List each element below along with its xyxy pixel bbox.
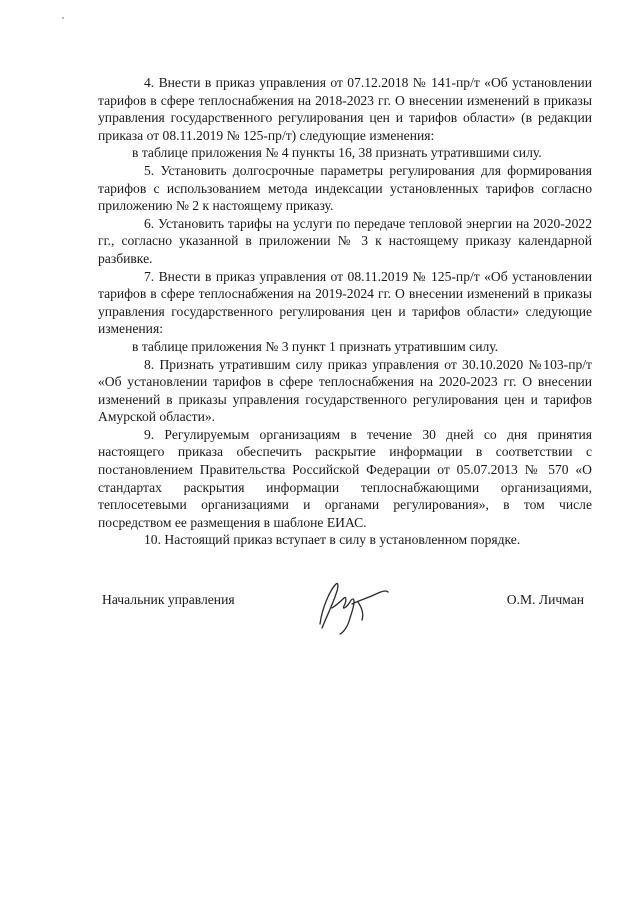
paragraph-10: 10. Настоящий приказ вступает в силу в установленном порядке. [144, 532, 521, 548]
paragraph-5: 5. Установить долгосрочные параметры регулирования для формирования тарифов с использованием метода индексации установленных тарифов согласно приложению № 2 к настоящему приказу. [98, 162, 592, 214]
paragraph-8: 8. Признать утратившим силу приказ управления от 30.10.2020 №103-пр/т «Об установлении тарифов в сфере теплоснабжения на 2020-2023 гг. О внесении изменений в приказы управления государственного регулирования цен и тарифов Амурской области». [98, 356, 592, 425]
signature-block [98, 578, 592, 648]
scan-speck [62, 17, 64, 19]
document-body [98, 74, 592, 549]
handwritten-signature [302, 578, 392, 638]
paragraph-9: 9. Регулируемым организациям в течение 30 дней со дня принятия настоящего приказа обеспечить раскрытие информации в соответствии с постановлением Правительства Российской Федерации от 05.07.2013 № 570 «О стандартах раскрытия информации теплоснабжающими организациями, теплосетевыми организациями и органами регулирования», в том числе посредством ее размещения в шаблоне ЕИАС. [98, 426, 592, 530]
paragraph-7: 7. Внести в приказ управления от 08.11.2019 № 125-пр/т «Об установлении тарифов в сфере теплоснабжения на 2019-2024 гг. О внесении изменений в приказы управления государственного регулирования цен и тарифов области» следующие изменения: [98, 268, 592, 337]
paragraph-4-subitem: в таблице приложения № 4 пункты 16, 38 признать утратившими силу. [132, 145, 542, 161]
signatory-position: Начальник управления [102, 592, 235, 607]
paragraph-7-subitem: в таблице приложения № 3 пункт 1 признать утратившим силу. [132, 338, 499, 354]
signatory-name: О.М. Личман [506, 592, 584, 607]
paragraph-4: 4. Внести в приказ управления от 07.12.2018 № 141-пр/т «Об установлении тарифов в сфере теплоснабжения на 2018-2023 гг. О внесении изменений в приказы управления государственного регулирования цен и тарифов области» (в редакции приказа от 08.11.2019 № 125-пр/т) следующие изменения: [98, 75, 592, 143]
paragraph-6: 6. Установить тарифы на услуги по передаче тепловой энергии на 2020-2022 гг., согласно указанной в приложении № 3 к настоящему приказу календарной разбивке. [98, 215, 592, 266]
